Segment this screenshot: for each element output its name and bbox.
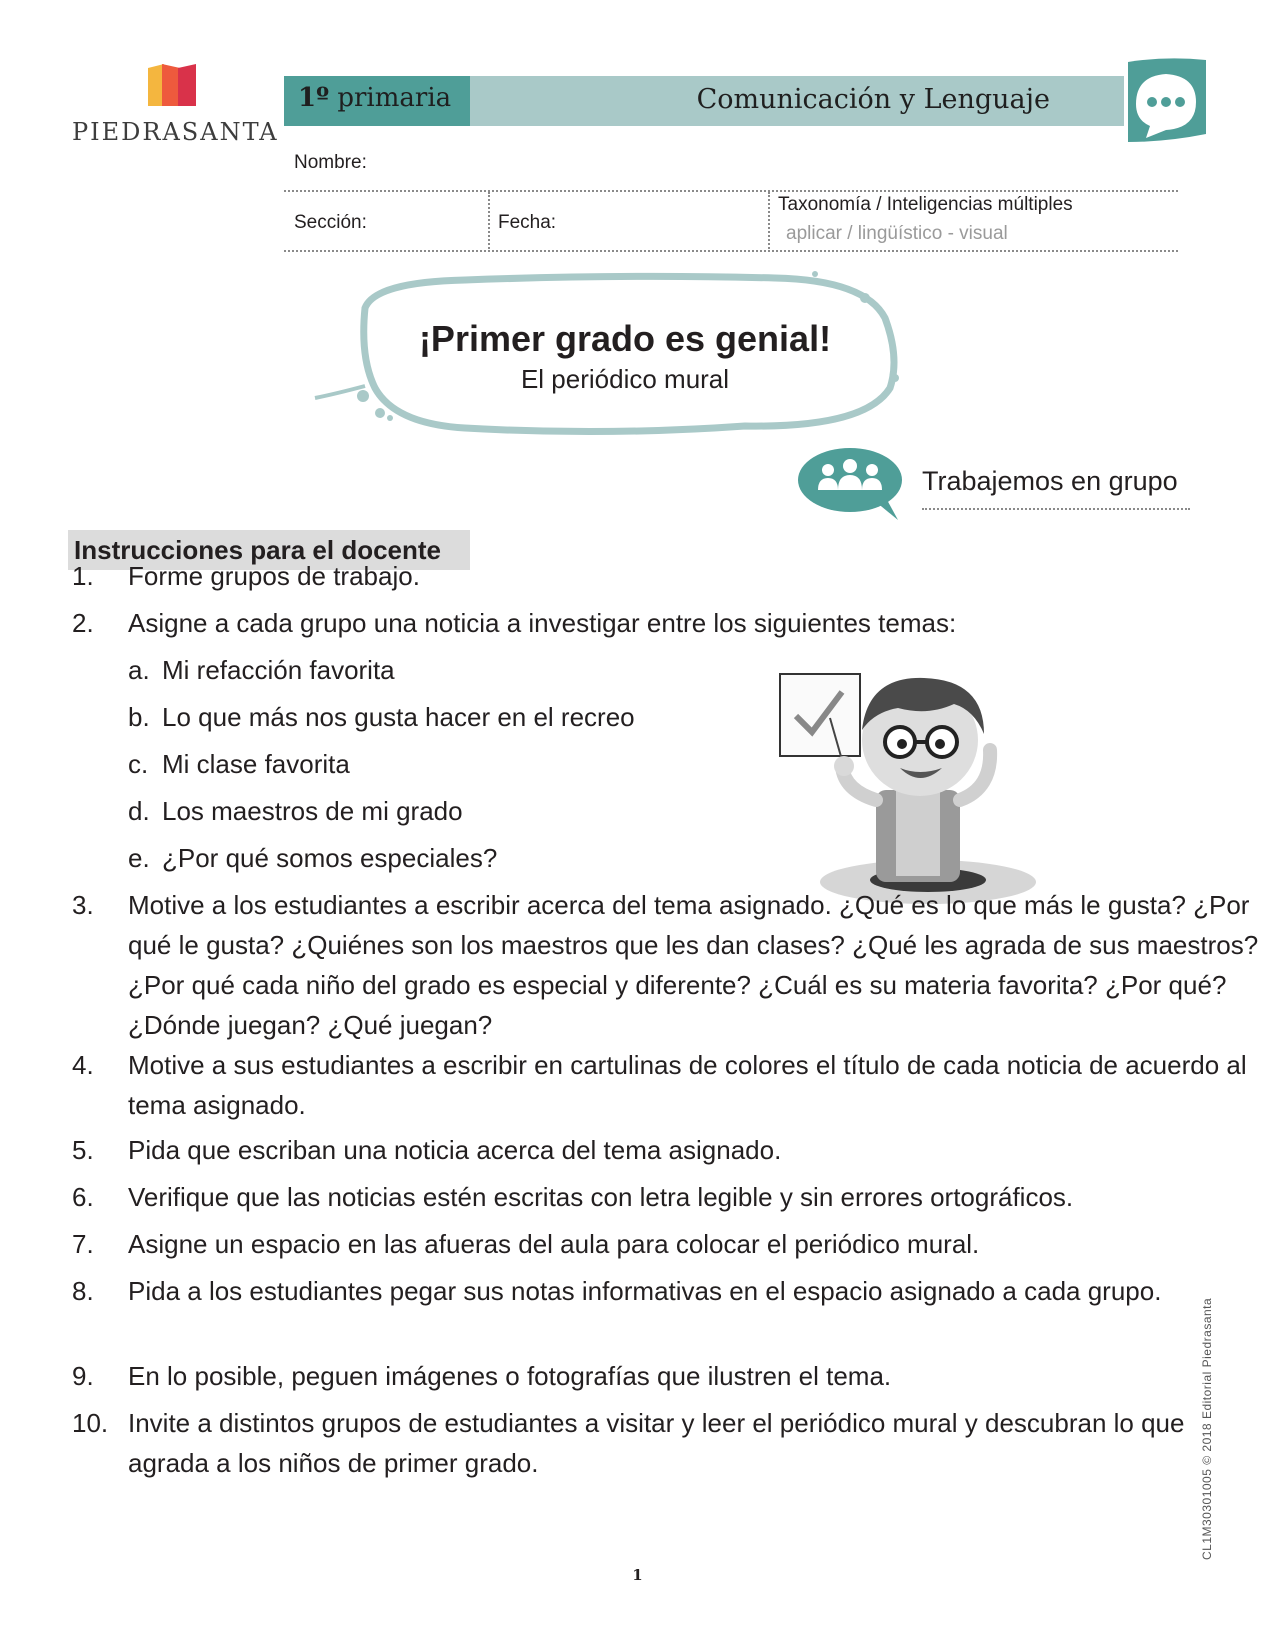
item-text: Verifique que las noticias estén escritas con letra legible y sin errores ortográficos. (128, 1182, 1074, 1212)
section-line (284, 250, 1178, 252)
item-number: 5. (72, 1135, 94, 1165)
group-work-label: Trabajemos en grupo (922, 466, 1178, 496)
item-number: 3. (72, 890, 94, 920)
name-label: Nombre: (294, 152, 367, 173)
logo-text: PIEDRASANTA (72, 118, 279, 146)
item-text: Asigne un espacio en las afueras del aula para colocar el periódico mural. (128, 1229, 980, 1259)
divider-section-date (488, 192, 490, 252)
topic-item (128, 838, 497, 878)
item-number: 1. (72, 561, 94, 591)
instructions-heading: Instrucciones para el docente (68, 530, 470, 570)
item-text: Invite a distintos grupos de estudiantes a visitar y leer el periódico mural y descubran lo que agrada a los niños de primer grado. (128, 1408, 1185, 1478)
item-number: 10. (72, 1408, 109, 1438)
chat-bubble-icon (1122, 58, 1210, 150)
topic-text: ¿Por qué somos especiales? (162, 843, 498, 873)
topic-letter: c. (128, 749, 149, 779)
book-logo-icon (146, 62, 198, 108)
item-number: 6. (72, 1182, 94, 1212)
topic-letter: d. (128, 796, 150, 826)
topic-text: Mi clase favorita (162, 749, 350, 779)
item-text: Forme grupos de trabajo. (128, 561, 420, 591)
item-number: 8. (72, 1276, 94, 1306)
topic-text: Los maestros de mi grado (162, 796, 463, 826)
topic-letter: b. (128, 702, 150, 732)
item-number: 9. (72, 1361, 94, 1391)
group-work-underline (922, 508, 1190, 510)
topic-item (128, 650, 395, 690)
taxonomy-value: aplicar / lingüístico - visual (786, 223, 1008, 244)
name-line (284, 190, 1178, 192)
grade-box (284, 76, 470, 126)
topic-text: Lo que más nos gusta hacer en el recreo (162, 702, 635, 732)
topic-item (128, 791, 463, 831)
grade-number: 1º (298, 83, 330, 113)
item-number: 7. (72, 1229, 94, 1259)
item-text: En lo posible, peguen imágenes o fotografías que ilustren el tema. (128, 1361, 892, 1391)
section-label: Sección: (294, 212, 367, 233)
page-number: 1 (632, 1566, 643, 1584)
page-subtitle: El periódico mural (520, 364, 730, 394)
date-label: Fecha: (498, 212, 557, 233)
item-number: 4. (72, 1050, 94, 1080)
item-text: Asigne a cada grupo una noticia a investigar entre los siguientes temas: (128, 608, 957, 638)
subject-title: Comunicación y Lenguaje (696, 84, 1050, 115)
topic-letter: e. (128, 843, 150, 873)
topic-letter: a. (128, 655, 150, 685)
boy-with-checkmark-sign-icon (778, 670, 1048, 910)
topic-text: Mi refacción favorita (162, 655, 395, 685)
header-band (284, 76, 1124, 126)
item-text: Pida que escriban una noticia acerca del tema asignado. (128, 1135, 782, 1165)
item-text: Pida a los estudiantes pegar sus notas informativas en el espacio asignado a cada grupo. (128, 1276, 1162, 1306)
copyright-notice: CL1M30301005 © 2018 Editorial Piedrasanta (1200, 1297, 1214, 1560)
divider-date-taxonomy (768, 192, 770, 252)
item-number: 2. (72, 608, 94, 638)
taxonomy-label: Taxonomía / Inteligencias múltiples (778, 194, 1073, 215)
item-text: Motive a sus estudiantes a escribir en cartulinas de colores el título de cada noticia de acuerdo al tema asignado. (128, 1050, 1247, 1120)
page-title: ¡Primer grado es genial! (418, 318, 832, 359)
topic-item (128, 744, 350, 784)
topic-item (128, 697, 635, 737)
grade-word: primaria (337, 83, 452, 113)
item-text: Motive a los estudiantes a escribir acerca del tema asignado. ¿Qué es lo que más le gusta? ¿Por qué le gusta? ¿Quiénes son los maestros que les dan clases? ¿Qué les agrada de sus maestros? ¿Por qué cada niño del grado es especial y diferente? ¿Cuál es su materia favorita? ¿Por qué? ¿Dónde juegan? ¿Qué juegan? (128, 890, 1259, 1040)
group-people-icon (798, 446, 910, 522)
